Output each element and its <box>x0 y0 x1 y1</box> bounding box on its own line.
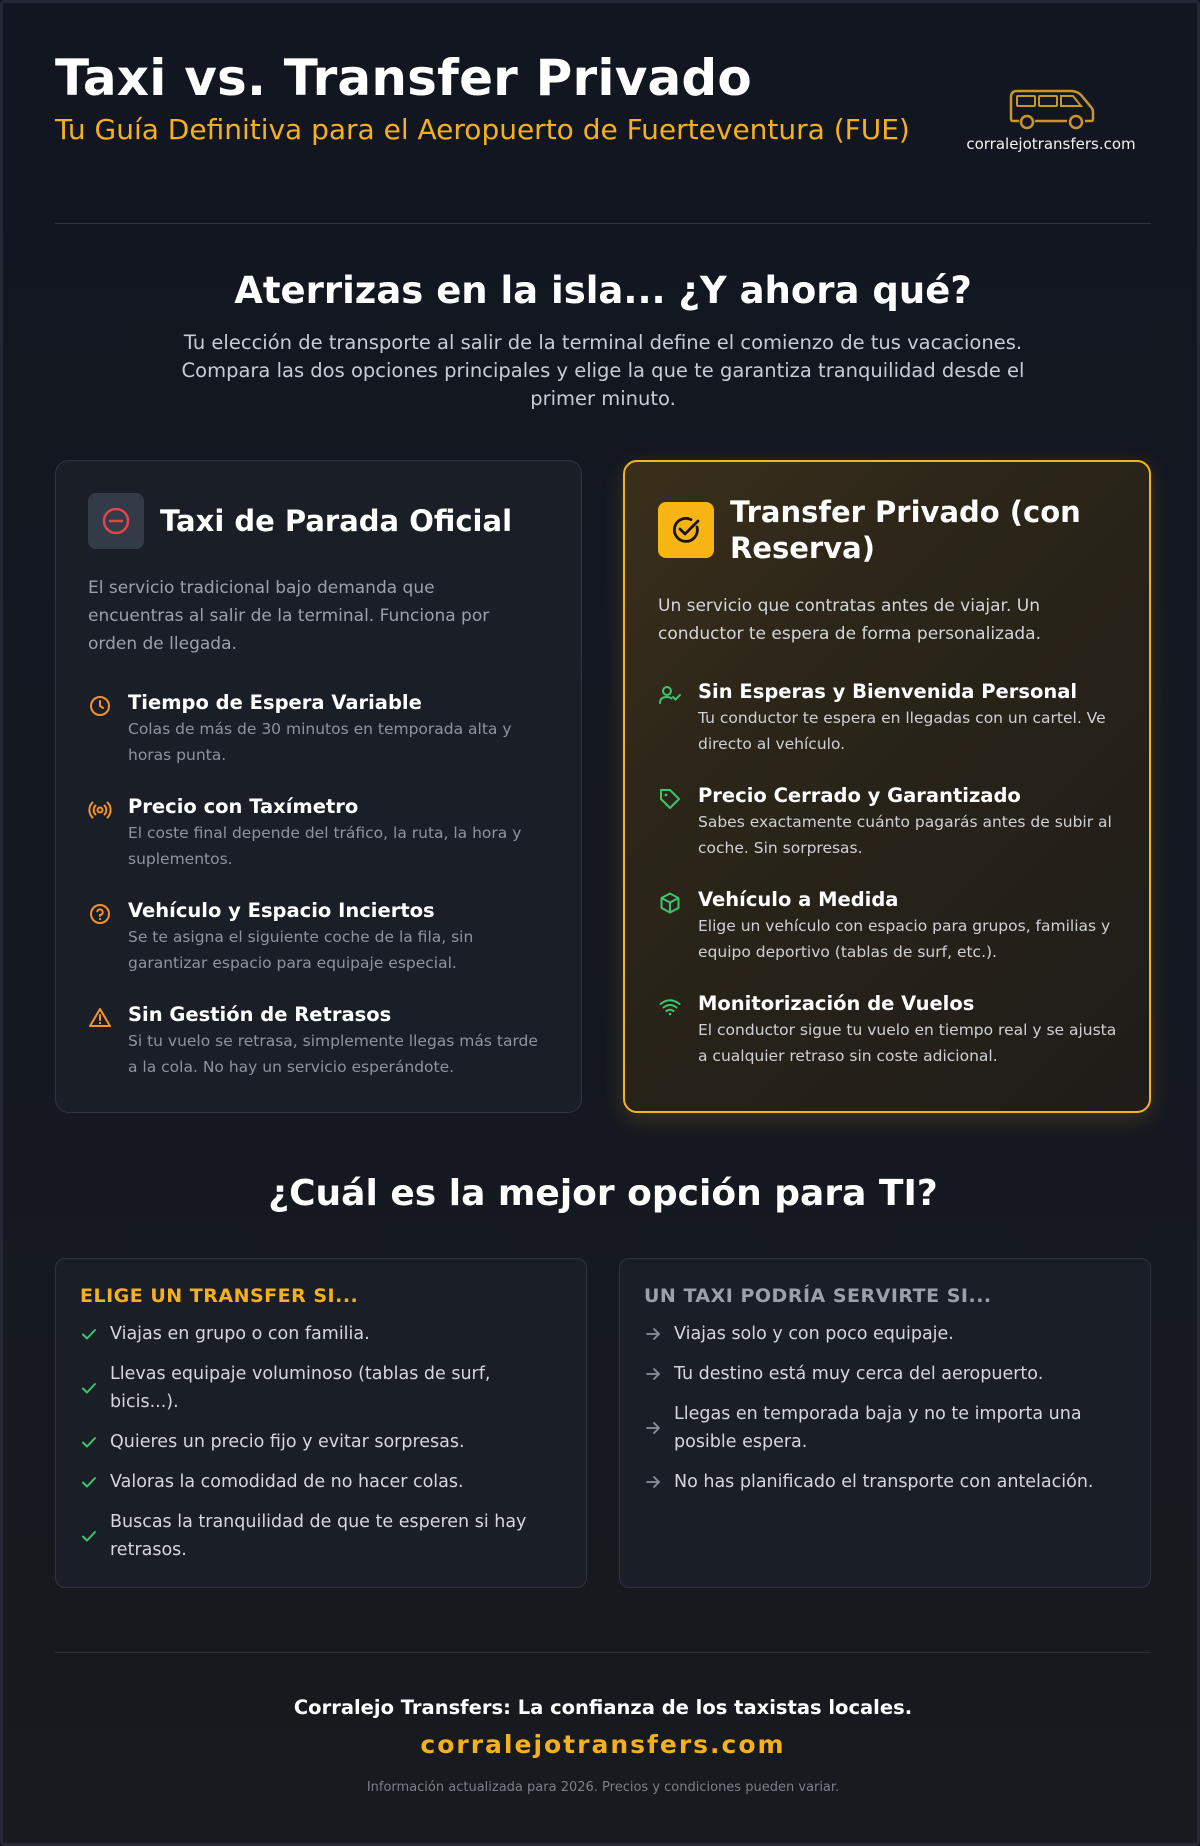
check-icon <box>80 1379 98 1397</box>
feature-title: Sin Esperas y Bienvenida Personal <box>698 680 1078 703</box>
page-subtitle: Tu Guía Definitiva para el Aeropuerto de Fuerteventura (FUE) <box>55 113 910 146</box>
best-option-heading: ¿Cuál es la mejor opción para TI? <box>268 1173 938 1214</box>
header <box>55 49 1151 179</box>
wifi-icon <box>658 995 682 1019</box>
brand-block <box>951 85 1151 153</box>
list-item-text: Llevas equipaje voluminoso (tablas de surf, bicis...). <box>110 1364 491 1412</box>
feature-text: Se te asigna el siguiente coche de la fila, sin garantizar espacio para equipaje especial. <box>128 928 474 972</box>
check-icon <box>80 1433 98 1451</box>
feature-title: Precio Cerrado y Garantizado <box>698 784 1021 807</box>
list-item-text: Viajas solo y con poco equipaje. <box>674 1324 954 1344</box>
van-icon <box>1005 85 1097 131</box>
list-item <box>80 1428 560 1456</box>
transfer-card-title: Transfer Privado (con Reserva) <box>730 495 1081 565</box>
feature-text: El conductor sigue tu vuelo en tiempo real y se ajusta a cualquier retraso sin coste adicional. <box>698 1021 1117 1065</box>
feature-text: Colas de más de 30 minutos en temporada alta y horas punta. <box>128 720 512 764</box>
footer-url-link[interactable]: corralejotransfers.com <box>420 1730 786 1759</box>
list-item <box>80 1320 560 1348</box>
list-item <box>644 1320 1124 1348</box>
check-circle-icon <box>658 502 714 558</box>
list-item-text: Tu destino está muy cerca del aeropuerto. <box>674 1364 1044 1384</box>
user-check-icon <box>658 683 682 707</box>
feature-text: Elige un vehículo con espacio para grupos, familias y equipo deportivo (tablas de surf, etc.). <box>698 917 1111 961</box>
list-item-text: Viajas en grupo o con familia. <box>110 1324 370 1344</box>
list-item-text: Valoras la comodidad de no hacer colas. <box>110 1472 464 1492</box>
intro-text: Tu elección de transporte al salir de la terminal define el comienzo de tus vacaciones. Compara las dos opciones principales y elige la que te garantiza tranquilidad desde el primer minuto. <box>181 331 1025 410</box>
list-item <box>644 1360 1124 1388</box>
check-icon <box>80 1527 98 1545</box>
feature-text: El coste final depende del tráfico, la ruta, la hora y suplementos. <box>128 824 522 868</box>
divider <box>55 223 1151 224</box>
list-item-text: Quieres un precio fijo y evitar sorpresas. <box>110 1432 465 1452</box>
check-icon <box>80 1473 98 1491</box>
feature-text: Sabes exactamente cuánto pagarás antes de subir al coche. Sin sorpresas. <box>698 813 1112 857</box>
list-item-text: No has planificado el transporte con antelación. <box>674 1472 1094 1492</box>
taxi-card-description: El servicio tradicional bajo demanda que encuentras al salir de la terminal. Funciona por orden de llegada. <box>88 578 490 654</box>
meter-signal-icon <box>88 798 112 822</box>
feature-title: Sin Gestión de Retrasos <box>128 1003 392 1026</box>
page-title: Taxi vs. Transfer Privado <box>55 49 752 107</box>
feature-title: Tiempo de Espera Variable <box>128 691 422 714</box>
minus-circle-icon <box>88 493 144 549</box>
arrow-right-icon <box>644 1419 662 1437</box>
list-item <box>80 1360 560 1416</box>
warning-triangle-icon <box>88 1006 112 1030</box>
list-item <box>644 1400 1124 1456</box>
feature-title: Precio con Taxímetro <box>128 795 359 818</box>
list-item-text: Llegas en temporada baja y no te importa una posible espera. <box>674 1404 1082 1452</box>
taxi-reasons-heading: UN TAXI PODRÍA SERVIRTE SI... <box>644 1285 992 1307</box>
list-item <box>80 1468 560 1496</box>
check-icon <box>80 1325 98 1343</box>
list-item-text: Buscas la tranquilidad de que te esperen si hay retrasos. <box>110 1512 527 1560</box>
list-item <box>80 1508 560 1564</box>
taxi-card <box>55 460 582 1113</box>
transfer-reasons-box <box>55 1258 587 1588</box>
arrow-right-icon <box>644 1325 662 1343</box>
feature-text: Si tu vuelo se retrasa, simplemente llegas más tarde a la cola. No hay un servicio esperándote. <box>128 1032 538 1076</box>
brand-url[interactable]: corralejotransfers.com <box>966 135 1136 153</box>
arrow-right-icon <box>644 1365 662 1383</box>
question-circle-icon <box>88 902 112 926</box>
feature-title: Vehículo a Medida <box>698 888 899 911</box>
divider <box>55 1652 1151 1653</box>
intro-heading: Aterrizas en la isla... ¿Y ahora qué? <box>234 269 972 312</box>
transfer-card <box>623 460 1151 1113</box>
list-item <box>644 1468 1124 1496</box>
tag-icon <box>658 787 682 811</box>
taxi-card-title: Taxi de Parada Oficial <box>160 504 513 538</box>
arrow-right-icon <box>644 1473 662 1491</box>
feature-title: Monitorización de Vuelos <box>698 992 975 1015</box>
footer-tagline: Corralejo Transfers: La confianza de los taxistas locales. <box>293 1696 913 1719</box>
feature-title: Vehículo y Espacio Inciertos <box>128 899 435 922</box>
clock-icon <box>88 694 112 718</box>
feature-text: Tu conductor te espera en llegadas con un cartel. Ve directo al vehículo. <box>698 709 1106 753</box>
transfer-card-description: Un servicio que contratas antes de viajar. Un conductor te espera de forma personalizada. <box>658 596 1041 644</box>
footer-note: Información actualizada para 2026. Precios y condiciones pueden variar. <box>366 1780 840 1795</box>
taxi-reasons-box <box>619 1258 1151 1588</box>
cube-icon <box>658 891 682 915</box>
transfer-reasons-heading: ELIGE UN TRANSFER SI... <box>80 1285 359 1307</box>
